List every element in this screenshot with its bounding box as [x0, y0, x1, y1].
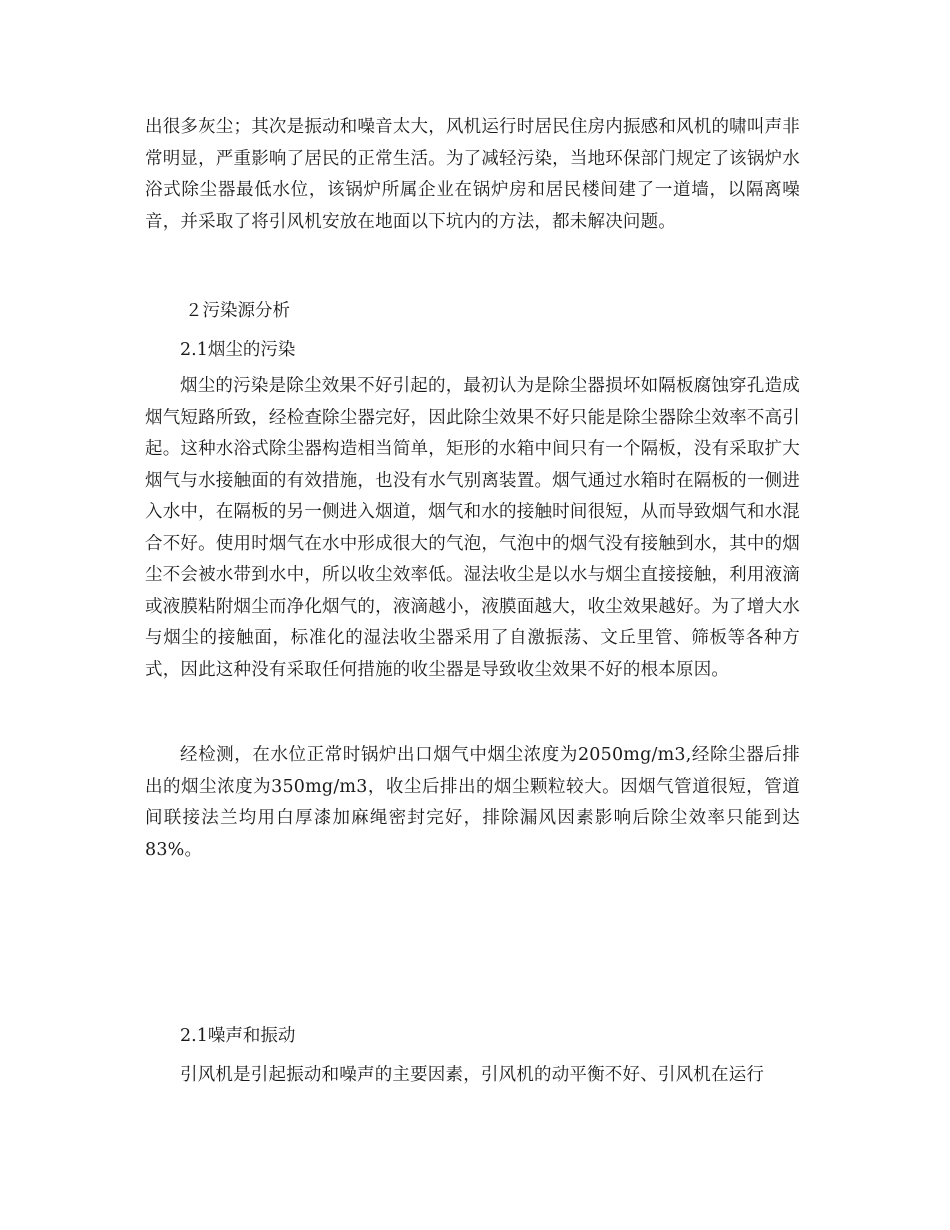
- paragraph-noise: 引风机是引起振动和噪声的主要因素，引风机的动平衡不好、引风机在运行: [180, 1065, 765, 1085]
- section-noise-title: 2.1噪声和振动: [180, 1026, 296, 1046]
- section-2-1-title: 2.1烟尘的污染: [180, 340, 296, 360]
- paragraph-smoke-pollution: 烟尘的污染是除尘效果不好引起的，最初认为是除尘器损坏如隔板腐蚀穿孔造成烟气短路所致，经检查除尘器完好，因此除尘效果不好只能是除尘器除尘效率不高引起。这种水浴式除尘器构造相当简单，矩形的水箱中间只有一个隔板，没有采取扩大烟气与水接触面的有效措施，也没有水气别离装置。烟气通过水箱时在隔板的一侧进入水中，在隔板的另一侧进入烟道，烟气和水的接触时间很短，从而导致烟气和水混合不好。使用时烟气在水中形成很大的气泡，气泡中的烟气没有接触到水，其中的烟尘不会被水带到水中，所以收尘效率低。湿法收尘是以水与烟尘直接接触，利用液滴或液膜粘附烟尘而净化烟气的，液滴越小，液膜面越大，收尘效果越好。为了增大水与烟尘的接触面，标准化的湿法收尘器采用了自激振荡、文丘里管、筛板等各种方式，因此这种没有采取任何措施的收尘器是导致收尘效果不好的根本原因。: [145, 376, 800, 680]
- paragraph-continued: 出很多灰尘；其次是振动和噪音太大，风机运行时居民住房内振感和风机的啸叫声非常明显，严重影响了居民的正常生活。为了减轻污染，当地环保部门规定了该锅炉水浴式除尘器最低水位，该锅炉所属企业在锅炉房和居民楼间建了一道墙，以隔离噪音，并采取了将引风机安放在地面以下坑内的方法，都未解决问题。: [145, 117, 800, 232]
- section-2-title: ２污染源分析: [185, 301, 290, 321]
- paragraph-smoke-measurement: 经检测，在水位正常时锅炉出口烟气中烟尘浓度为2050mg/m3,经除尘器后排出的烟尘浓度为350mg/m3，收尘后排出的烟尘颗粒较大。因烟气管道很短，管道间联接法兰均用白厚漆加麻绳密封完好，排除漏风因素影响后除尘效率只能到达83%。: [145, 745, 800, 860]
